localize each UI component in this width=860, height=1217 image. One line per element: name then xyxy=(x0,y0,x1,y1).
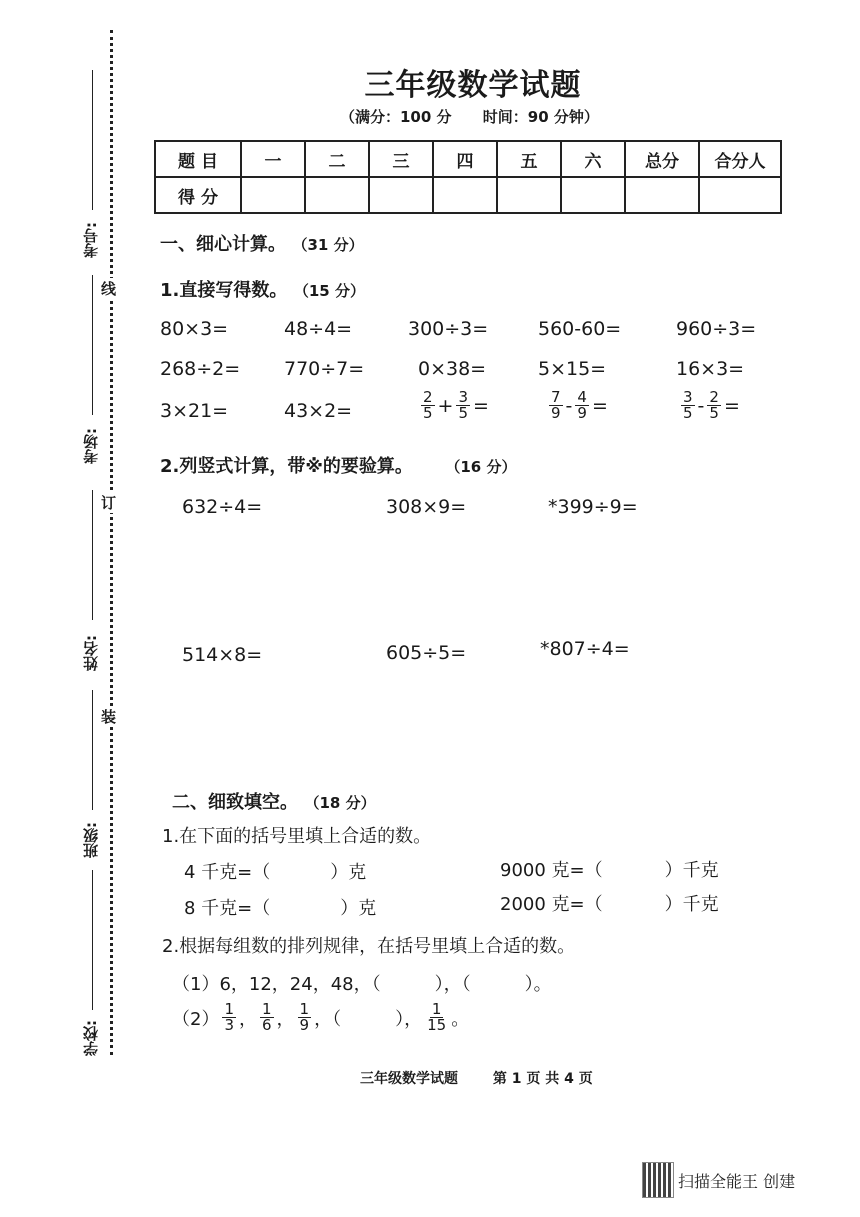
exam-number-label: 考号: xyxy=(82,222,100,258)
sequence-blank: ，（ ）， xyxy=(314,1008,423,1030)
score-table-score-row xyxy=(155,177,781,213)
section-points: （18 分） xyxy=(312,794,376,812)
vertical-calc-item: 605÷5= xyxy=(386,642,467,664)
binding-dotted-line xyxy=(110,30,113,1055)
question-2-1-heading: 1.在下面的括号里填上合适的数。 xyxy=(162,826,432,847)
numerator: 3 xyxy=(683,388,693,406)
fraction xyxy=(260,1002,274,1033)
sequence-label: （2） xyxy=(172,1008,220,1030)
numerator: 1 xyxy=(299,1000,310,1018)
operator: - xyxy=(697,394,705,417)
score-table xyxy=(154,140,782,214)
denominator: 3 xyxy=(224,1016,234,1034)
table-cell: 二 xyxy=(305,141,369,177)
calc-item: 300÷3= xyxy=(408,318,489,340)
fill-left: 2000 克=（ xyxy=(500,894,603,915)
equals: = xyxy=(473,394,489,417)
vertical-calc-item: 514×8= xyxy=(182,644,263,666)
operator: + xyxy=(437,394,454,417)
full-score: （满分：100 分 xyxy=(340,108,452,126)
qr-code-icon xyxy=(642,1162,674,1198)
time-limit: 时间：90 分钟） xyxy=(482,108,599,126)
numerator: 3 xyxy=(458,388,469,406)
denominator: 5 xyxy=(423,404,433,422)
calc-item: 5×15= xyxy=(538,358,607,380)
table-cell: 得 分 xyxy=(155,177,241,213)
fill-left: 4 千克=（ xyxy=(184,862,271,883)
cut-mark-install: 装 xyxy=(101,708,117,726)
denominator: 9 xyxy=(577,404,587,422)
score-table-header-row xyxy=(155,141,781,177)
numerator: 1 xyxy=(262,1000,272,1018)
denominator: 5 xyxy=(683,404,693,422)
question-1-2-heading xyxy=(160,452,516,478)
question-2-2-heading: 2.根据每组数的排列规律，在括号里填上合适的数。 xyxy=(162,936,576,957)
score-blank-cell xyxy=(433,177,497,213)
fraction xyxy=(707,390,721,421)
calc-item: 48÷4= xyxy=(284,318,353,340)
cut-mark-bind: 订 xyxy=(101,494,117,512)
fill-item xyxy=(184,894,376,920)
exam-room-label: 考场: xyxy=(82,428,100,464)
calc-item: 3×21= xyxy=(160,400,229,422)
fraction-calc xyxy=(418,390,489,421)
class-label: 班级: xyxy=(82,822,100,858)
numerator: 1 xyxy=(224,1000,234,1018)
calc-item: 0×38= xyxy=(418,358,487,380)
fraction xyxy=(222,1002,236,1033)
equals: = xyxy=(723,394,740,417)
fraction-calc xyxy=(546,390,608,421)
fill-right: ）克 xyxy=(340,898,377,919)
name-label: 姓名: xyxy=(82,635,100,671)
page-footer xyxy=(360,1068,593,1088)
calc-item: 770÷7= xyxy=(284,358,365,380)
vertical-calc-item: 308×9= xyxy=(386,496,467,518)
sequence-2: （2） $\frac{1}{3}$ ， $\frac{1}{6}$ ， $\frac{1}{9}$ ，（ ）， $\frac{1}{15}$ 。 xyxy=(172,1000,470,1034)
table-cell: 一 xyxy=(241,141,305,177)
sequence-end: 。 xyxy=(451,1008,470,1030)
sidebar-line xyxy=(92,690,93,810)
question-points: （15 分） xyxy=(301,282,365,300)
section-points: （31 分） xyxy=(300,236,364,254)
fraction xyxy=(298,1002,312,1033)
fill-right: ）克 xyxy=(330,862,367,883)
score-blank-cell xyxy=(625,177,699,213)
fraction xyxy=(681,390,695,421)
numerator: 2 xyxy=(709,388,719,406)
operator: - xyxy=(565,394,573,417)
section-title: 一、细心计算。 xyxy=(160,234,286,255)
table-cell: 题 目 xyxy=(155,141,241,177)
sidebar-line xyxy=(92,490,93,620)
score-blank-cell xyxy=(497,177,561,213)
table-cell: 六 xyxy=(561,141,625,177)
calc-item: 80×3= xyxy=(160,318,229,340)
score-blank-cell xyxy=(369,177,433,213)
watermark-text: 扫描全能王 创建 xyxy=(678,1171,796,1191)
table-cell: 四 xyxy=(433,141,497,177)
footer-title: 三年级数学试题 xyxy=(360,1071,458,1087)
fraction xyxy=(456,390,470,421)
score-blank-cell xyxy=(699,177,781,213)
fraction xyxy=(575,390,589,421)
cut-mark-line: 线 xyxy=(101,280,117,298)
table-cell: 五 xyxy=(497,141,561,177)
section-1-heading xyxy=(160,230,364,256)
calc-item: 268÷2= xyxy=(160,358,241,380)
scanner-watermark xyxy=(642,1162,795,1198)
fill-left: 8 千克=（ xyxy=(184,898,271,919)
denominator: 9 xyxy=(299,1016,310,1034)
fill-right: ）千克 xyxy=(664,894,719,915)
fill-left: 9000 克=（ xyxy=(500,860,603,881)
school-label: 学校: xyxy=(82,1020,100,1056)
score-blank-cell xyxy=(561,177,625,213)
fill-item xyxy=(500,890,719,916)
vertical-calc-item: 632÷4= xyxy=(182,496,263,518)
section-2-heading xyxy=(172,788,376,814)
denominator: 5 xyxy=(709,404,719,422)
fraction xyxy=(421,390,435,421)
score-blank-cell xyxy=(305,177,369,213)
calc-item: 43×2= xyxy=(284,400,353,422)
denominator: 9 xyxy=(551,404,561,422)
question-1-1-heading xyxy=(160,276,365,302)
question-points: （16 分） xyxy=(452,458,517,476)
denominator: 5 xyxy=(458,404,469,422)
fraction xyxy=(549,390,563,421)
calc-item: 960÷3= xyxy=(676,318,757,340)
denominator: 6 xyxy=(262,1016,272,1034)
exam-info xyxy=(340,106,625,127)
sidebar-line xyxy=(92,870,93,1010)
calc-item: 560-60= xyxy=(538,318,622,340)
question-title: 2.列竖式计算，带※的要验算。 xyxy=(160,456,413,477)
fill-right: ）千克 xyxy=(664,860,719,881)
question-title: 1.直接写得数。 xyxy=(160,280,288,301)
score-blank-cell xyxy=(241,177,305,213)
numerator: 7 xyxy=(551,388,561,406)
sidebar-line xyxy=(92,275,93,415)
footer-page-number: 第 1 页 共 4 页 xyxy=(492,1071,593,1087)
equals: = xyxy=(591,394,608,417)
denominator: 15 xyxy=(427,1016,447,1034)
fraction xyxy=(425,1002,448,1033)
section-title: 二、细致填空。 xyxy=(172,792,298,813)
fraction-calc xyxy=(678,390,740,421)
table-cell: 合分人 xyxy=(699,141,781,177)
numerator: 1 xyxy=(431,1000,442,1018)
calc-item: 16×3= xyxy=(676,358,745,380)
table-cell: 三 xyxy=(369,141,433,177)
numerator: 2 xyxy=(423,388,433,406)
numerator: 4 xyxy=(577,388,587,406)
fill-item xyxy=(184,858,366,884)
fill-item xyxy=(500,856,719,882)
page-title: 三年级数学试题 xyxy=(364,68,582,103)
table-cell: 总分 xyxy=(625,141,699,177)
sequence-1: （1）6，12，24，48，（ ），（ ）。 xyxy=(172,974,552,995)
vertical-calc-item: *807÷4= xyxy=(540,638,630,660)
vertical-calc-item: *399÷9= xyxy=(548,496,638,518)
